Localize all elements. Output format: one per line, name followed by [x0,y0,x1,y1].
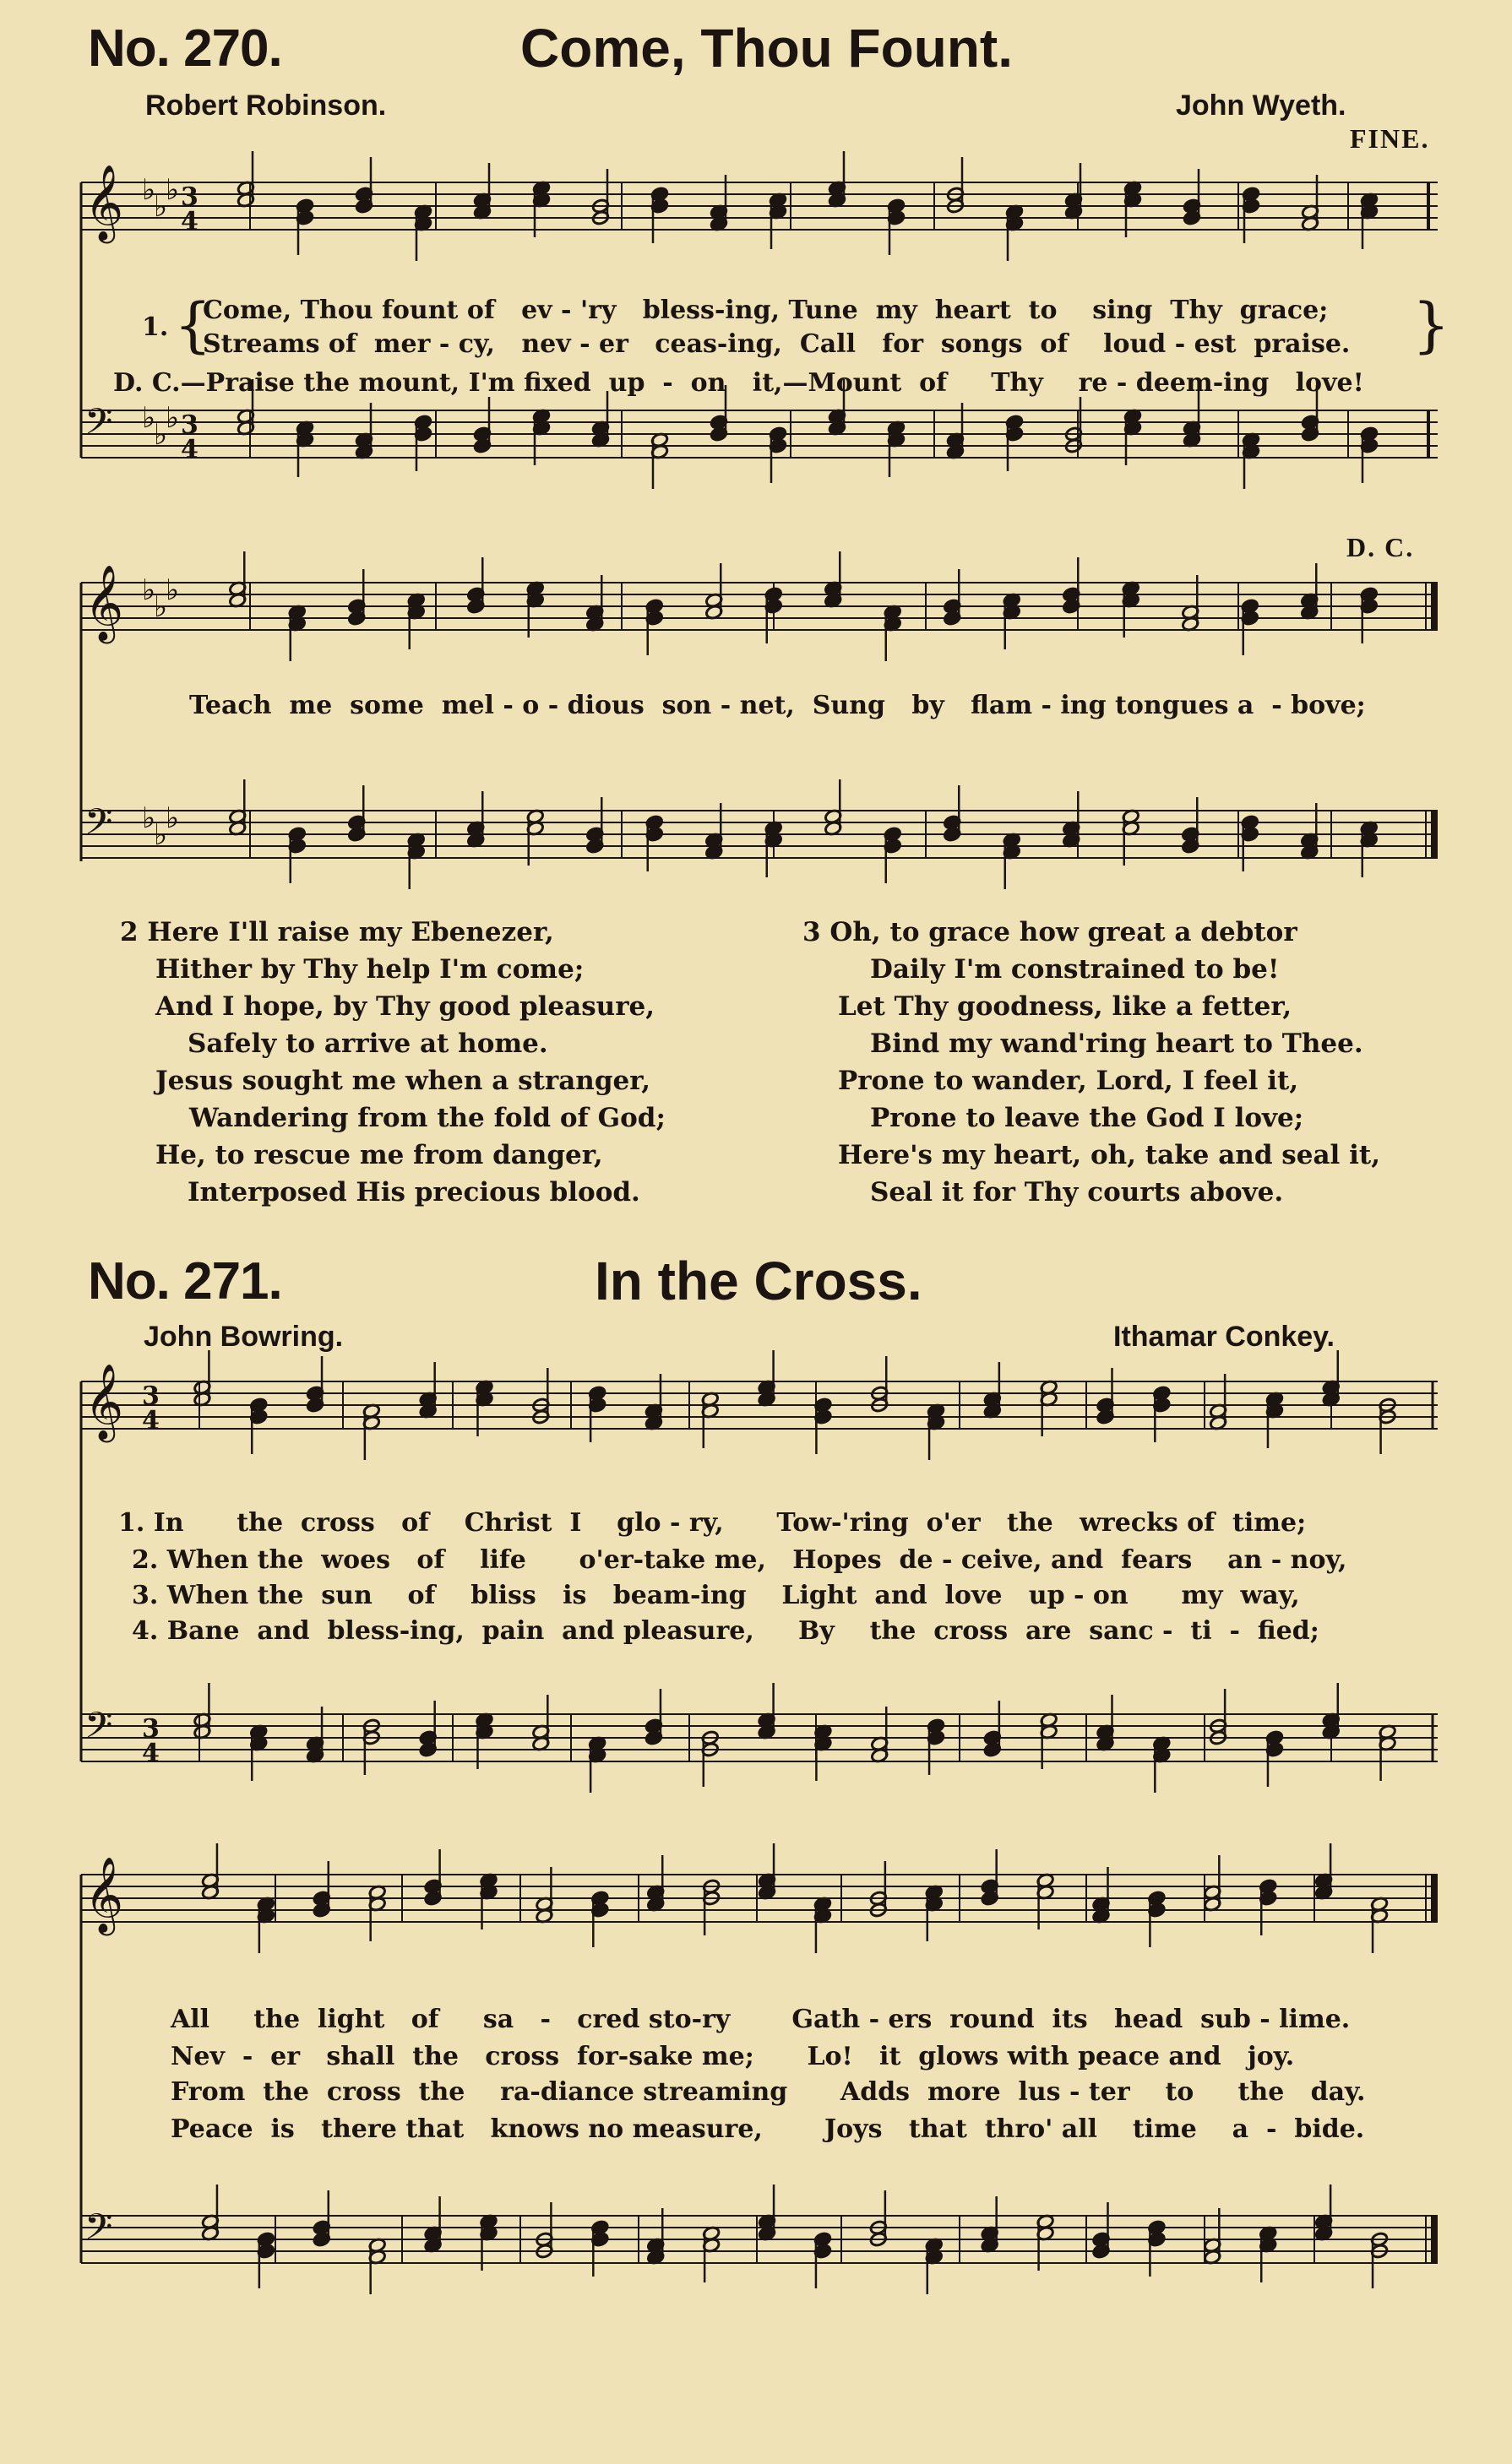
hymn-270-lyric-line-3: Teach me some mel - o - dious son - net, Sung by flam - ing tongues a - bove; [189,691,1366,720]
flat-icon: ♭ [166,173,180,207]
hymn-271-number: No. 271. [88,1252,282,1311]
hymn-270-lyric-line-2: Streams of mer - cy, nev - er ceas-ing, Call for songs of loud - est praise. [203,329,1351,359]
bass-clef-icon: 𝄢 [84,801,113,852]
hymn-271-verse-1b: All the light of sa - cred sto-ry Gath - ers round its head sub - lime. [171,2005,1351,2034]
stanza-3-number: 3 [802,917,821,947]
hymn-270-staff-2 [81,557,1438,904]
bass-clef-icon: 𝄢 [84,1705,113,1756]
hymn-271-verse-4b: Peace is there that knows no measure, Joys that thro' all time a - bide. [171,2114,1365,2144]
hymn-270-stanza-2 [120,914,666,1211]
stanza-2-number: 2 [120,917,139,947]
fine-mark: FINE. [1350,123,1430,154]
hymn-270-number: No. 270. [88,19,282,78]
hymn-270-lyric-line-1: Come, Thou fount of ev - 'ry bless-ing, Tune my heart to sing Thy grace; [203,296,1329,325]
time-signature-bottom: 4 [181,207,199,236]
treble-clef-icon: 𝄞 [84,1857,124,1933]
flat-icon: ♭ [142,573,156,607]
stanza-3-line: Prone to wander, Lord, I feel it, [838,1066,1299,1096]
flat-icon: ♭ [154,590,168,624]
hymn-271-author: John Bowring. [144,1321,344,1353]
hymn-270-dc-line: D. C.—Praise the mount, I'm fixed up - on it,—Mount of Thy re - deem-ing love! [113,368,1364,398]
stanza-2-line: And I hope, by Thy good pleasure, [155,991,655,1022]
flat-icon: ♭ [142,801,156,835]
time-signature-top: 3 [181,410,199,440]
brace-right: } [1412,290,1450,360]
stanza-3-line: Here's my heart, oh, take and seal it, [838,1140,1381,1170]
flat-icon: ♭ [166,573,180,607]
bass-clef-icon: 𝄢 [84,401,113,452]
music-staff [81,2184,1438,2294]
hymn-271-verse-2b: Nev - er shall the cross for-sake me; Lo! it glows with peace and joy. [171,2042,1295,2071]
stanza-2-line: Here I'll raise my Ebenezer, [147,917,554,947]
stanza-2-line: He, to rescue me from danger, [155,1140,603,1170]
stanza-2-line: Hither by Thy help I'm come; [155,954,585,985]
bass-clef-icon: 𝄢 [84,2206,113,2257]
music-staff [81,551,1438,661]
hymn-270-composer: John Wyeth. [1176,90,1346,122]
time-signature-top: 3 [142,1381,160,1411]
hymn-271-composer: Ithamar Conkey. [1113,1321,1335,1353]
flat-icon: ♭ [154,190,168,224]
hymn-270-author: Robert Robinson. [145,90,387,122]
music-staff [81,1350,1438,1460]
music-staff [81,1843,1438,1953]
dc-mark: D. C. [1346,532,1415,562]
hymn-271-verse-3a: 3. When the sun of bliss is beam-ing Light and love up - on my way, [132,1581,1300,1610]
hymn-271-verse-1a: 1. In the cross of Christ I glo - ry, Tow-'ring o'er the wrecks of time; [118,1508,1307,1538]
flat-icon: ♭ [154,418,168,452]
hymn-270-title: Come, Thou Fount. [520,18,1013,79]
time-signature-bottom: 4 [181,435,199,464]
time-signature-top: 3 [181,182,199,212]
hymn-270-stanza-3 [802,914,1380,1211]
flat-icon: ♭ [142,401,156,435]
hymn-271-verse-3b: From the cross the ra-diance streaming Adds more lus - ter to the day. [171,2077,1366,2107]
stanza-3-line: Bind my wand'ring heart to Thee. [870,1028,1363,1059]
stanza-3-line: Prone to leave the God I love; [870,1103,1304,1133]
stanza-2-line: Wandering from the fold of God; [189,1103,666,1133]
flat-icon: ♭ [154,818,168,852]
stanza-3-line: Daily I'm constrained to be! [870,954,1280,985]
hymn-271-title: In the Cross. [595,1251,922,1311]
treble-clef-icon: 𝄞 [84,165,124,241]
music-staff [81,151,1438,261]
flat-icon: ♭ [166,401,180,435]
flat-icon: ♭ [166,801,180,835]
time-signature-bottom: 4 [142,1406,160,1436]
hymn-271-verse-2a: 2. When the woes of life o'er-take me, Hopes de - ceive, and fears an - noy, [132,1545,1347,1575]
time-signature-bottom: 4 [142,1739,160,1768]
hymn-271-verse-4a: 4. Bane and bless-ing, pain and pleasure, By the cross are sanc - ti - fied; [132,1616,1319,1646]
music-staff [81,779,1438,889]
treble-clef-icon: 𝄞 [84,1364,124,1440]
stanza-2-line: Safely to arrive at home. [188,1028,548,1059]
stanza-3-line: Oh, to grace how great a debtor [829,917,1297,947]
flat-icon: ♭ [142,173,156,207]
stanza-3-line: Seal it for Thy courts above. [870,1177,1284,1208]
stanza-2-line: Jesus sought me when a stranger, [155,1066,651,1096]
treble-clef-icon: 𝄞 [84,565,124,641]
stanza-2-line: Interposed His precious blood. [188,1177,640,1208]
brace-left: { [174,290,212,360]
hymn-270-stanza-number: 1. [142,312,169,342]
time-signature-top: 3 [142,1714,160,1744]
stanza-3-line: Let Thy goodness, like a fetter, [838,991,1292,1022]
music-staff [81,1683,1438,1793]
